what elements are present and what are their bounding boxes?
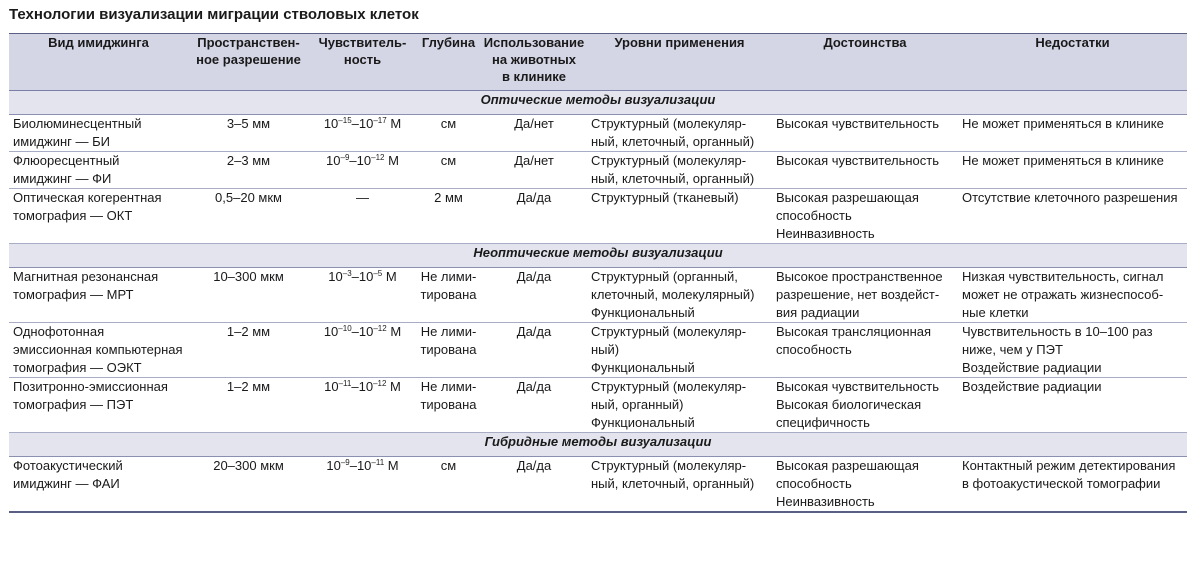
cell-clinic-use: Да/да xyxy=(481,457,587,513)
text-line: Структурный (молекуляр- xyxy=(591,324,747,339)
cell-resolution: 0,5–20 мкм xyxy=(188,189,309,244)
exponent: –12 xyxy=(373,324,387,333)
header-type: Вид имиджинга xyxy=(9,34,188,91)
text-line: имиджинг — ФИ xyxy=(13,171,112,186)
text-line: Флюоресцентный xyxy=(13,153,120,168)
header-cons: Недостатки xyxy=(958,34,1187,91)
text-line: может не отражать жизнеспособ- xyxy=(962,287,1164,302)
cell-pros xyxy=(772,152,958,189)
cell-clinic-use: Да/да xyxy=(481,378,587,433)
text-line: Структурный (молекуляр- xyxy=(591,379,747,394)
cell-depth xyxy=(416,115,481,152)
text-line: Воздействие радиации xyxy=(962,379,1102,394)
sensitivity-part: –10 xyxy=(351,379,374,394)
exponent: –11 xyxy=(338,379,352,388)
header-clinic xyxy=(481,34,587,91)
exponent: –10 xyxy=(338,324,352,333)
table-row xyxy=(9,378,1187,433)
cell-sensitivity xyxy=(309,268,416,323)
text-line: ный, клеточный, органный) xyxy=(591,134,755,149)
text-line: Структурный (тканевый) xyxy=(591,190,739,205)
text-line: Фотоакустический xyxy=(13,458,123,473)
cell-levels xyxy=(587,323,772,378)
cell-sensitivity xyxy=(309,457,416,513)
cell-pros xyxy=(772,378,958,433)
cell-resolution: 10–300 мкм xyxy=(188,268,309,323)
header-sensitivity xyxy=(309,34,416,91)
cell-sensitivity xyxy=(309,378,416,433)
text-line: томография — ПЭТ xyxy=(13,397,134,412)
text-line: Высокая разрешающая xyxy=(776,190,919,205)
cell-imaging-type xyxy=(9,115,188,152)
table-row xyxy=(9,323,1187,378)
text-line: см xyxy=(440,458,457,473)
cell-sensitivity: — xyxy=(309,189,416,244)
text-line: ные клетки xyxy=(962,305,1029,320)
text-line: Высокая чувствительность xyxy=(776,116,940,131)
sensitivity-part: –10 xyxy=(349,153,372,168)
table-row xyxy=(9,189,1187,244)
sensitivity-part: –10 xyxy=(351,269,374,284)
text-line: Отсутствие клеточного разрешения xyxy=(962,190,1178,205)
cell-resolution: 2–3 мм xyxy=(188,152,309,189)
header-row xyxy=(9,34,1187,91)
text-line: томография — ОКТ xyxy=(13,208,133,223)
text-line: разрешение, нет воздейст- xyxy=(776,287,940,302)
cell-pros xyxy=(772,457,958,513)
text-line: Неинвазивность xyxy=(776,494,875,509)
text-line: специфичность xyxy=(776,415,870,430)
text-line: имиджинг — ФАИ xyxy=(13,476,120,491)
stem-cell-imaging-table xyxy=(9,33,1187,513)
exponent: –17 xyxy=(373,116,387,125)
text-line: Неинвазивность xyxy=(776,226,875,241)
text-line: имиджинг — БИ xyxy=(13,134,111,149)
cell-imaging-type xyxy=(9,457,188,513)
cell-levels xyxy=(587,189,772,244)
cell-levels xyxy=(587,268,772,323)
cell-levels xyxy=(587,457,772,513)
cell-clinic-use: Да/нет xyxy=(481,115,587,152)
text-line: Функциональный xyxy=(591,360,695,375)
section-row xyxy=(9,244,1187,268)
cell-clinic-use: Да/да xyxy=(481,323,587,378)
section-title: Неоптические методы визуализации xyxy=(9,244,1187,268)
cell-depth xyxy=(416,378,481,433)
text-line: ность xyxy=(343,52,382,67)
cell-resolution: 1–2 мм xyxy=(188,323,309,378)
exponent: –3 xyxy=(342,269,352,278)
text-line: 2 мм xyxy=(434,190,463,205)
text-line: Биолюминесцентный xyxy=(13,116,142,131)
text-line: вия радиации xyxy=(776,305,860,320)
cell-depth xyxy=(416,268,481,323)
text-line: в клинике xyxy=(501,69,567,84)
sensitivity-part: 10 xyxy=(326,153,341,168)
exponent: –9 xyxy=(340,458,350,467)
cell-imaging-type xyxy=(9,268,188,323)
sensitivity-part: М xyxy=(386,116,402,131)
cell-clinic-use: Да/да xyxy=(481,268,587,323)
cell-cons xyxy=(958,115,1187,152)
sensitivity-part: –10 xyxy=(351,116,374,131)
text-line: Функциональный xyxy=(591,305,695,320)
text-line: томография — ОЭКТ xyxy=(13,360,142,375)
cell-depth xyxy=(416,152,481,189)
cell-pros xyxy=(772,115,958,152)
text-line: Структурный (органный, xyxy=(591,269,738,284)
text-line: Высокая трансляционная xyxy=(776,324,932,339)
sensitivity-part: М xyxy=(386,324,402,339)
text-line: Не лими- xyxy=(420,269,477,284)
cell-pros xyxy=(772,268,958,323)
text-line: Структурный (молекуляр- xyxy=(591,458,747,473)
exponent: –12 xyxy=(373,379,387,388)
cell-sensitivity xyxy=(309,323,416,378)
text-line: Высокая разрешающая xyxy=(776,458,919,473)
cell-cons xyxy=(958,152,1187,189)
text-line: Чувствитель- xyxy=(318,35,407,50)
text-line: см xyxy=(440,116,457,131)
table-row xyxy=(9,268,1187,323)
cell-cons xyxy=(958,189,1187,244)
cell-levels xyxy=(587,115,772,152)
cell-imaging-type xyxy=(9,152,188,189)
cell-clinic-use: Да/да xyxy=(481,189,587,244)
exponent: –5 xyxy=(373,269,383,278)
cell-sensitivity xyxy=(309,115,416,152)
table-row xyxy=(9,115,1187,152)
text-line: клеточный, молекулярный) xyxy=(591,287,755,302)
text-line: Пространствен- xyxy=(197,35,300,50)
exponent: –11 xyxy=(371,458,385,467)
exponent: –9 xyxy=(340,153,350,162)
text-line: ный, клеточный, органный) xyxy=(591,171,755,186)
text-line: Магнитная резонансная xyxy=(13,269,159,284)
section-title: Оптические методы визуализации xyxy=(9,91,1187,115)
sensitivity-part: 10 xyxy=(328,269,343,284)
text-line: Не может применяться в клинике xyxy=(962,116,1164,131)
text-line: томография — МРТ xyxy=(13,287,134,302)
text-line: Высокая чувствительность xyxy=(776,379,940,394)
cell-levels xyxy=(587,378,772,433)
text-line: ный, клеточный, органный) xyxy=(591,476,755,491)
text-line: Не лими- xyxy=(420,379,477,394)
sensitivity-part: 10 xyxy=(324,379,339,394)
cell-pros xyxy=(772,189,958,244)
sensitivity-part: М xyxy=(382,269,397,284)
text-line: Функциональный xyxy=(591,415,695,430)
cell-clinic-use: Да/нет xyxy=(481,152,587,189)
text-line: тирована xyxy=(420,342,477,357)
text-line: Однофотонная xyxy=(13,324,105,339)
cell-resolution: 20–300 мкм xyxy=(188,457,309,513)
text-line: Не лими- xyxy=(420,324,477,339)
text-line: тирована xyxy=(420,397,477,412)
text-line: в фотоакустической томографии xyxy=(962,476,1161,491)
text-line: ный, органный) xyxy=(591,397,684,412)
cell-cons xyxy=(958,268,1187,323)
cell-cons xyxy=(958,378,1187,433)
sensitivity-part: 10 xyxy=(323,324,339,339)
header-depth: Глубина xyxy=(416,34,481,91)
text-line: Использование xyxy=(483,35,585,50)
text-line: способность xyxy=(776,476,852,491)
cell-resolution: 1–2 мм xyxy=(188,378,309,433)
header-resolution xyxy=(188,34,309,91)
cell-resolution: 3–5 мм xyxy=(188,115,309,152)
text-line: эмиссионная компьютерная xyxy=(13,342,183,357)
table-row xyxy=(9,457,1187,513)
text-line: см xyxy=(440,153,457,168)
section-title: Гибридные методы визуализации xyxy=(9,433,1187,457)
text-line: ное разрешение xyxy=(196,52,301,67)
cell-depth xyxy=(416,189,481,244)
cell-imaging-type xyxy=(9,378,188,433)
sensitivity-part: М xyxy=(384,153,399,168)
text-line: Структурный (молекуляр- xyxy=(591,116,747,131)
text-line: ниже, чем у ПЭТ xyxy=(962,342,1063,357)
text-line: способность xyxy=(776,342,852,357)
cell-sensitivity xyxy=(309,152,416,189)
page-title: Технологии визуализации миграции стволовых клеток xyxy=(9,6,419,23)
section-row xyxy=(9,433,1187,457)
sensitivity-part: –10 xyxy=(349,458,372,473)
cell-depth xyxy=(416,323,481,378)
sensitivity-part: –10 xyxy=(351,324,374,339)
text-line: ный) xyxy=(591,342,620,357)
sensitivity-part: 10 xyxy=(326,458,341,473)
text-line: тирована xyxy=(420,287,477,302)
text-line: Структурный (молекуляр- xyxy=(591,153,747,168)
text-line: Чувствительность в 10–100 раз xyxy=(962,324,1153,339)
cell-pros xyxy=(772,323,958,378)
cell-depth xyxy=(416,457,481,513)
table-row xyxy=(9,152,1187,189)
text-line: Контактный режим детектирования xyxy=(962,458,1176,473)
header-levels: Уровни применения xyxy=(587,34,772,91)
cell-imaging-type xyxy=(9,323,188,378)
sensitivity-part: М xyxy=(384,458,399,473)
header-pros: Достоинства xyxy=(772,34,958,91)
cell-cons xyxy=(958,323,1187,378)
text-line: Низкая чувствительность, сигнал xyxy=(962,269,1164,284)
text-line: Воздействие радиации xyxy=(962,360,1102,375)
section-row xyxy=(9,91,1187,115)
text-line: на животных xyxy=(492,52,576,67)
sensitivity-part: М xyxy=(386,379,401,394)
text-line: Не может применяться в клинике xyxy=(962,153,1164,168)
cell-imaging-type xyxy=(9,189,188,244)
text-line: Оптическая когерентная xyxy=(13,190,162,205)
exponent: –12 xyxy=(371,153,385,162)
text-line: Высокое пространственное xyxy=(776,269,943,284)
sensitivity-part: 10 xyxy=(323,116,339,131)
table-body xyxy=(9,91,1187,513)
text-line: способность xyxy=(776,208,852,223)
text-line: Высокая чувствительность xyxy=(776,153,940,168)
cell-levels xyxy=(587,152,772,189)
text-line: Высокая биологическая xyxy=(776,397,922,412)
exponent: –15 xyxy=(338,116,352,125)
text-line: Позитронно-эмиссионная xyxy=(13,379,168,394)
cell-cons xyxy=(958,457,1187,513)
